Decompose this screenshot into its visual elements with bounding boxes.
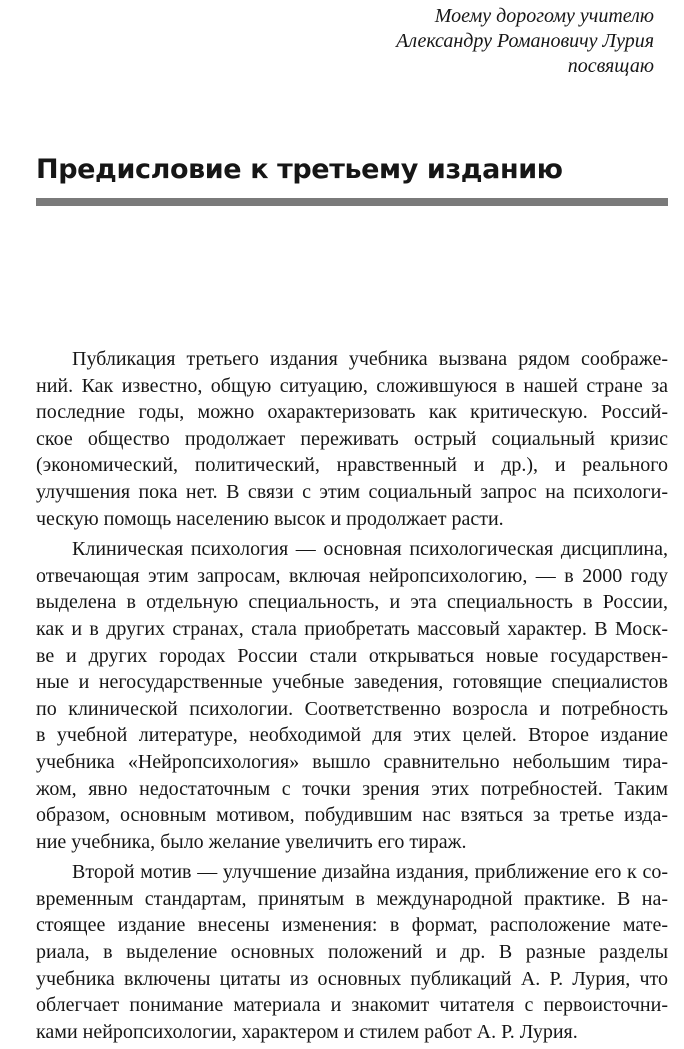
text-line: последние годы, можно охарактеризовать как критическую. Россий- xyxy=(36,401,668,424)
text-line: Публикация третьего издания учебника вызвана рядом соображе- xyxy=(72,348,668,370)
text-line: временным стандартам, принятым в международной практике. В на- xyxy=(36,887,668,910)
text-line: ве и других городах России стали открываться новые государствен- xyxy=(36,644,668,667)
dedication-line: Моему дорогому учителю xyxy=(434,5,654,27)
dedication-line: Александру Романовичу Лурия xyxy=(396,30,654,52)
dedication-line: посвящаю xyxy=(567,55,654,77)
text-line: риала, в выделение основных положений и др. В разные разделы xyxy=(36,941,668,964)
text-line: ние учебника, было желание увеличить его тираж. xyxy=(36,830,467,853)
text-line: ний. Как известно, общую ситуацию, сложившуюся в нашей стране за xyxy=(36,374,668,397)
text-line: ческую помощь населению высок и продолжает расти. xyxy=(36,507,504,530)
text-line: жом, явно недостаточным с точки зрения этих потребностей. Таким xyxy=(36,777,668,800)
text-line: ками нейропсихологии, характером и стилем работ А. Р. Лурия. xyxy=(36,1020,578,1043)
paragraph-3 xyxy=(36,859,668,1045)
text-line: учебника включены цитаты из основных публикаций А. Р. Лурия, что xyxy=(36,967,668,990)
text-line: как и в других странах, стала приобретать массовый характер. В Моск- xyxy=(36,617,668,640)
text-line: ское общество продолжает переживать острый социальный кризис xyxy=(36,427,668,450)
text-line: по клинической психологии. Соответственно возросла и потребность xyxy=(36,697,668,720)
text-line: Второй мотив — улучшение дизайна издания, приближение его к со- xyxy=(72,861,668,884)
paragraph-2 xyxy=(36,536,668,855)
text-line: улучшения пока нет. В связи с этим социальный запрос на психологи- xyxy=(36,480,668,503)
dedication xyxy=(254,4,654,79)
text-line: Клиническая психология — основная психологическая дисциплина, xyxy=(72,538,668,561)
text-line: облегчает понимание материала и знакомит читателя с первоисточни- xyxy=(36,994,668,1017)
text-line: образом, основным мотивом, побудившим нас взяться за третье изда- xyxy=(36,804,668,827)
chapter-title: Предисловие к третьему изданию xyxy=(36,154,563,185)
text-line: отвечающая этим запросам, включая нейропсихологию, — в 2000 году xyxy=(36,564,668,587)
text-line: в учебной литературе, необходимой для этих целей. Второе издание xyxy=(36,724,668,747)
text-line: стоящее издание внесены изменения: в формат, расположение мате- xyxy=(36,914,668,937)
text-line: ные и негосударственные учебные заведения, готовящие специалистов xyxy=(36,671,668,694)
title-underline-rule xyxy=(36,198,668,206)
text-line: (экономический, политический, нравственный и др.), и реального xyxy=(36,454,668,477)
body-text xyxy=(36,346,668,1049)
text-line: выделена в отдельную специальность, и эта специальность в России, xyxy=(36,591,668,614)
text-line: учебника «Нейропсихология» вышло сравнительно небольшим тира- xyxy=(36,750,668,773)
paragraph-1 xyxy=(36,346,668,532)
